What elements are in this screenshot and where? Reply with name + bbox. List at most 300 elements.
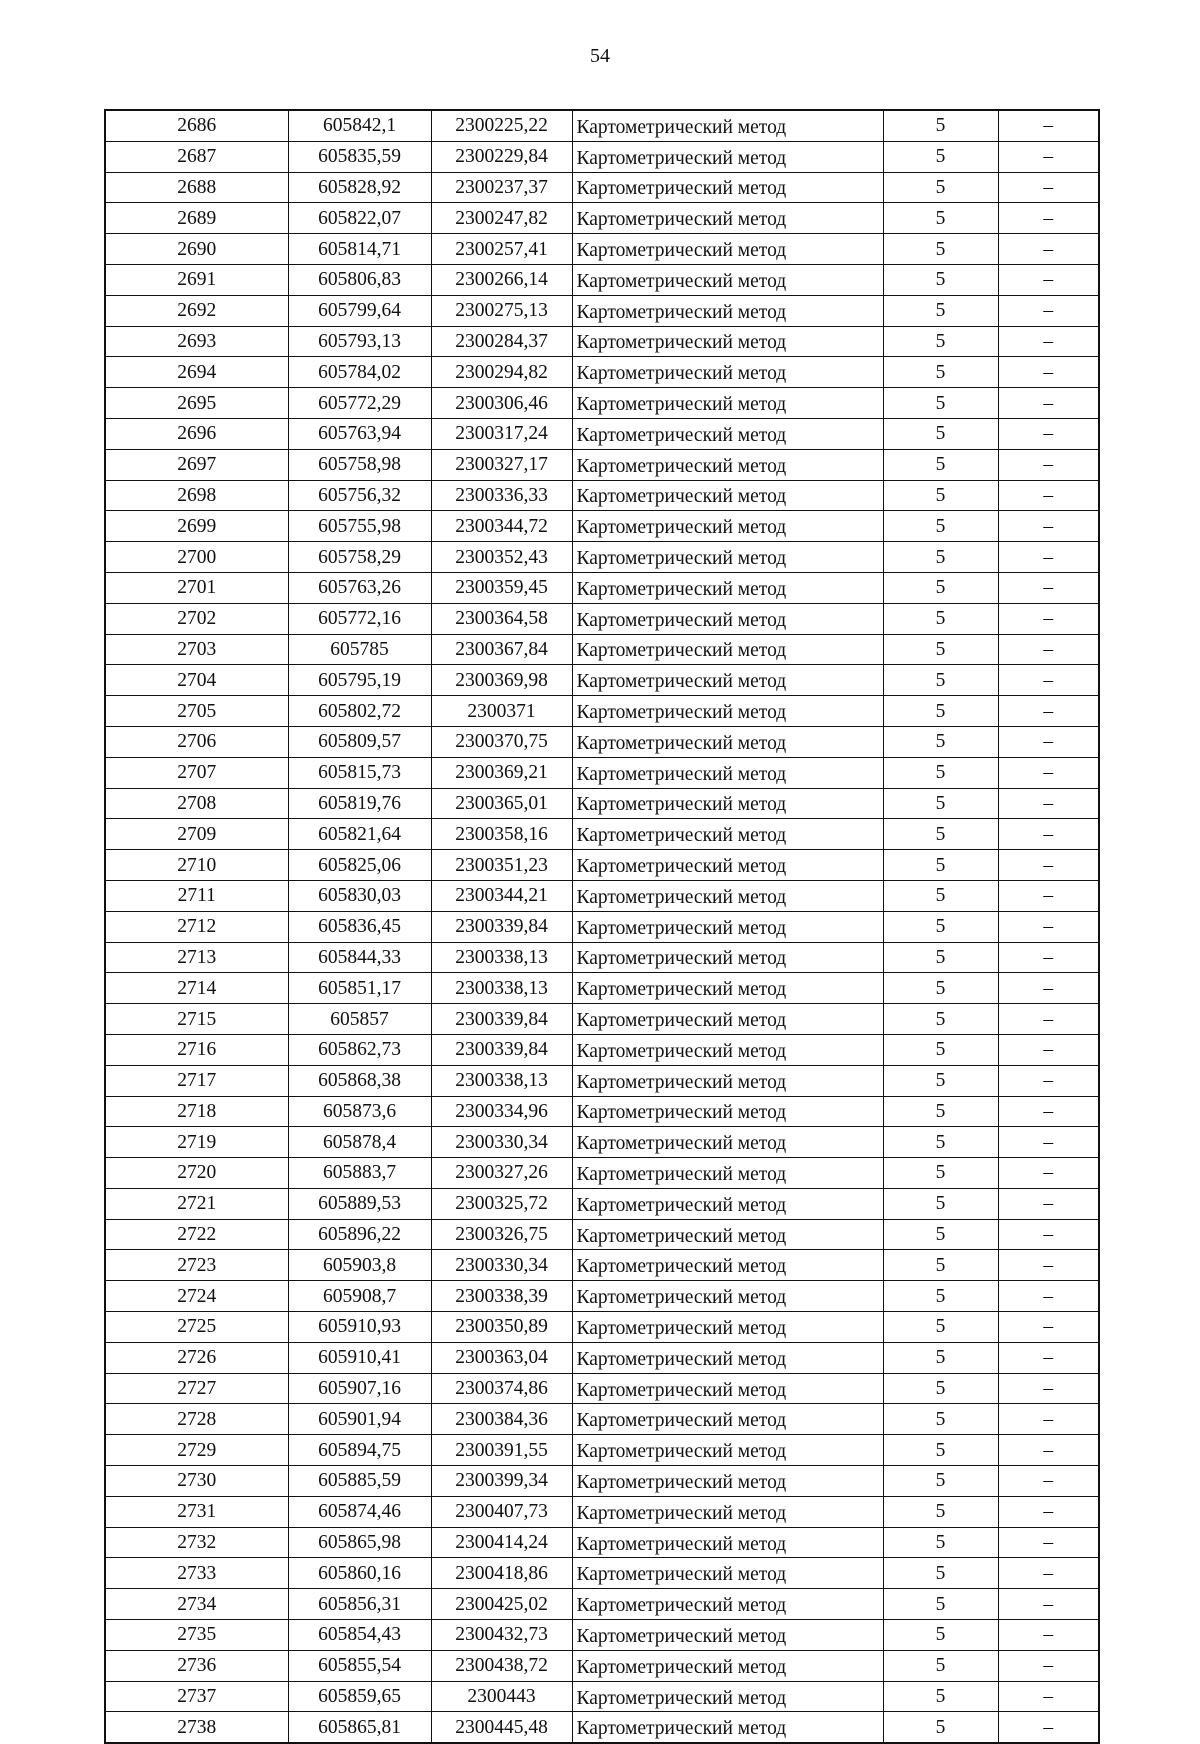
table-row (105, 264, 1099, 295)
y-coordinate-cell: 2300247,82 (431, 203, 572, 234)
y-coordinate-cell: 2300338,39 (431, 1281, 572, 1312)
method-cell: Картометрический метод (572, 1527, 883, 1558)
y-coordinate-cell: 2300399,34 (431, 1466, 572, 1497)
x-coordinate-cell: 605883,7 (288, 1158, 431, 1189)
x-coordinate-cell: 605799,64 (288, 295, 431, 326)
x-coordinate-cell: 605830,03 (288, 880, 431, 911)
accuracy-cell: 5 (883, 234, 998, 265)
x-coordinate-cell: 605903,8 (288, 1250, 431, 1281)
point-number-cell: 2695 (105, 388, 288, 419)
point-number-cell: 2698 (105, 480, 288, 511)
accuracy-cell: 5 (883, 1373, 998, 1404)
description-cell: – (998, 388, 1099, 419)
table-row (105, 1620, 1099, 1651)
point-number-cell: 2732 (105, 1527, 288, 1558)
description-cell: – (998, 1435, 1099, 1466)
point-number-cell: 2701 (105, 572, 288, 603)
accuracy-cell: 5 (883, 264, 998, 295)
y-coordinate-cell: 2300237,37 (431, 172, 572, 203)
table-row (105, 542, 1099, 573)
method-cell: Картометрический метод (572, 726, 883, 757)
method-cell: Картометрический метод (572, 911, 883, 942)
accuracy-cell: 5 (883, 819, 998, 850)
coordinates-table-body (105, 110, 1099, 1743)
point-number-cell: 2706 (105, 726, 288, 757)
method-cell: Картометрический метод (572, 1620, 883, 1651)
x-coordinate-cell: 605806,83 (288, 264, 431, 295)
y-coordinate-cell: 2300363,04 (431, 1342, 572, 1373)
accuracy-cell: 5 (883, 1712, 998, 1743)
table-row (105, 757, 1099, 788)
point-number-cell: 2736 (105, 1650, 288, 1681)
method-cell: Картометрический метод (572, 1404, 883, 1435)
description-cell: – (998, 141, 1099, 172)
x-coordinate-cell: 605763,26 (288, 572, 431, 603)
y-coordinate-cell: 2300365,01 (431, 788, 572, 819)
accuracy-cell: 5 (883, 572, 998, 603)
method-cell: Картометрический метод (572, 696, 883, 727)
x-coordinate-cell: 605868,38 (288, 1065, 431, 1096)
method-cell: Картометрический метод (572, 1004, 883, 1035)
y-coordinate-cell: 2300344,72 (431, 511, 572, 542)
point-number-cell: 2714 (105, 973, 288, 1004)
description-cell: – (998, 418, 1099, 449)
x-coordinate-cell: 605889,53 (288, 1188, 431, 1219)
table-row (105, 449, 1099, 480)
table-row (105, 1096, 1099, 1127)
method-cell: Картометрический метод (572, 1373, 883, 1404)
description-cell: – (998, 942, 1099, 973)
accuracy-cell: 5 (883, 542, 998, 573)
y-coordinate-cell: 2300407,73 (431, 1496, 572, 1527)
y-coordinate-cell: 2300369,21 (431, 757, 572, 788)
y-coordinate-cell: 2300317,24 (431, 418, 572, 449)
y-coordinate-cell: 2300369,98 (431, 665, 572, 696)
accuracy-cell: 5 (883, 1065, 998, 1096)
x-coordinate-cell: 605795,19 (288, 665, 431, 696)
point-number-cell: 2713 (105, 942, 288, 973)
method-cell: Картометрический метод (572, 1158, 883, 1189)
point-number-cell: 2723 (105, 1250, 288, 1281)
y-coordinate-cell: 2300325,72 (431, 1188, 572, 1219)
method-cell: Картометрический метод (572, 1435, 883, 1466)
x-coordinate-cell: 605842,1 (288, 110, 431, 141)
y-coordinate-cell: 2300370,75 (431, 726, 572, 757)
x-coordinate-cell: 605865,81 (288, 1712, 431, 1743)
table-row (105, 1650, 1099, 1681)
description-cell: – (998, 572, 1099, 603)
x-coordinate-cell: 605860,16 (288, 1558, 431, 1589)
accuracy-cell: 5 (883, 1435, 998, 1466)
method-cell: Картометрический метод (572, 1650, 883, 1681)
table-row (105, 1250, 1099, 1281)
table-row (105, 1404, 1099, 1435)
table-row (105, 1127, 1099, 1158)
table-row (105, 326, 1099, 357)
x-coordinate-cell: 605821,64 (288, 819, 431, 850)
x-coordinate-cell: 605865,98 (288, 1527, 431, 1558)
method-cell: Картометрический метод (572, 1281, 883, 1312)
y-coordinate-cell: 2300352,43 (431, 542, 572, 573)
point-number-cell: 2721 (105, 1188, 288, 1219)
point-number-cell: 2716 (105, 1034, 288, 1065)
accuracy-cell: 5 (883, 203, 998, 234)
accuracy-cell: 5 (883, 1342, 998, 1373)
x-coordinate-cell: 605784,02 (288, 357, 431, 388)
point-number-cell: 2737 (105, 1681, 288, 1712)
method-cell: Картометрический метод (572, 880, 883, 911)
point-number-cell: 2705 (105, 696, 288, 727)
method-cell: Картометрический метод (572, 572, 883, 603)
y-coordinate-cell: 2300367,84 (431, 634, 572, 665)
accuracy-cell: 5 (883, 1188, 998, 1219)
table-row (105, 1281, 1099, 1312)
point-number-cell: 2731 (105, 1496, 288, 1527)
accuracy-cell: 5 (883, 295, 998, 326)
table-row (105, 603, 1099, 634)
point-number-cell: 2728 (105, 1404, 288, 1435)
description-cell: – (998, 757, 1099, 788)
table-row (105, 1466, 1099, 1497)
table-row (105, 1681, 1099, 1712)
y-coordinate-cell: 2300438,72 (431, 1650, 572, 1681)
description-cell: – (998, 603, 1099, 634)
table-row (105, 973, 1099, 1004)
point-number-cell: 2692 (105, 295, 288, 326)
accuracy-cell: 5 (883, 850, 998, 881)
y-coordinate-cell: 2300326,75 (431, 1219, 572, 1250)
description-cell: – (998, 1127, 1099, 1158)
method-cell: Картометрический метод (572, 203, 883, 234)
table-row (105, 1558, 1099, 1589)
accuracy-cell: 5 (883, 1250, 998, 1281)
description-cell: – (998, 542, 1099, 573)
y-coordinate-cell: 2300338,13 (431, 973, 572, 1004)
point-number-cell: 2735 (105, 1620, 288, 1651)
accuracy-cell: 5 (883, 110, 998, 141)
table-row (105, 1219, 1099, 1250)
accuracy-cell: 5 (883, 172, 998, 203)
method-cell: Картометрический метод (572, 1681, 883, 1712)
point-number-cell: 2720 (105, 1158, 288, 1189)
description-cell: – (998, 1004, 1099, 1035)
x-coordinate-cell: 605862,73 (288, 1034, 431, 1065)
point-number-cell: 2703 (105, 634, 288, 665)
point-number-cell: 2689 (105, 203, 288, 234)
method-cell: Картометрический метод (572, 326, 883, 357)
y-coordinate-cell: 2300327,26 (431, 1158, 572, 1189)
method-cell: Картометрический метод (572, 973, 883, 1004)
accuracy-cell: 5 (883, 1527, 998, 1558)
y-coordinate-cell: 2300339,84 (431, 1004, 572, 1035)
x-coordinate-cell: 605785 (288, 634, 431, 665)
method-cell: Картометрический метод (572, 1188, 883, 1219)
description-cell: – (998, 696, 1099, 727)
x-coordinate-cell: 605851,17 (288, 973, 431, 1004)
y-coordinate-cell: 2300384,36 (431, 1404, 572, 1435)
table-row (105, 418, 1099, 449)
y-coordinate-cell: 2300391,55 (431, 1435, 572, 1466)
x-coordinate-cell: 605874,46 (288, 1496, 431, 1527)
table-row (105, 1589, 1099, 1620)
point-number-cell: 2719 (105, 1127, 288, 1158)
y-coordinate-cell: 2300275,13 (431, 295, 572, 326)
point-number-cell: 2734 (105, 1589, 288, 1620)
point-number-cell: 2708 (105, 788, 288, 819)
description-cell: – (998, 880, 1099, 911)
table-row (105, 819, 1099, 850)
y-coordinate-cell: 2300294,82 (431, 357, 572, 388)
table-row (105, 110, 1099, 141)
method-cell: Картометрический метод (572, 388, 883, 419)
point-number-cell: 2704 (105, 665, 288, 696)
x-coordinate-cell: 605910,41 (288, 1342, 431, 1373)
method-cell: Картометрический метод (572, 1219, 883, 1250)
accuracy-cell: 5 (883, 1404, 998, 1435)
y-coordinate-cell: 2300338,13 (431, 942, 572, 973)
method-cell: Картометрический метод (572, 1096, 883, 1127)
table-row (105, 911, 1099, 942)
description-cell: – (998, 634, 1099, 665)
accuracy-cell: 5 (883, 1650, 998, 1681)
accuracy-cell: 5 (883, 726, 998, 757)
table-row (105, 234, 1099, 265)
point-number-cell: 2712 (105, 911, 288, 942)
x-coordinate-cell: 605894,75 (288, 1435, 431, 1466)
point-number-cell: 2710 (105, 850, 288, 881)
point-number-cell: 2726 (105, 1342, 288, 1373)
accuracy-cell: 5 (883, 511, 998, 542)
point-number-cell: 2730 (105, 1466, 288, 1497)
y-coordinate-cell: 2300432,73 (431, 1620, 572, 1651)
x-coordinate-cell: 605756,32 (288, 480, 431, 511)
method-cell: Картометрический метод (572, 634, 883, 665)
y-coordinate-cell: 2300374,86 (431, 1373, 572, 1404)
accuracy-cell: 5 (883, 1096, 998, 1127)
method-cell: Картометрический метод (572, 665, 883, 696)
method-cell: Картометрический метод (572, 850, 883, 881)
point-number-cell: 2729 (105, 1435, 288, 1466)
description-cell: – (998, 1527, 1099, 1558)
x-coordinate-cell: 605855,54 (288, 1650, 431, 1681)
table-row (105, 172, 1099, 203)
method-cell: Картометрический метод (572, 1558, 883, 1589)
table-row (105, 480, 1099, 511)
point-number-cell: 2693 (105, 326, 288, 357)
y-coordinate-cell: 2300443 (431, 1681, 572, 1712)
method-cell: Картометрический метод (572, 819, 883, 850)
description-cell: – (998, 911, 1099, 942)
y-coordinate-cell: 2300229,84 (431, 141, 572, 172)
description-cell: – (998, 1034, 1099, 1065)
accuracy-cell: 5 (883, 388, 998, 419)
point-number-cell: 2709 (105, 819, 288, 850)
point-number-cell: 2725 (105, 1312, 288, 1343)
x-coordinate-cell: 605835,59 (288, 141, 431, 172)
method-cell: Картометрический метод (572, 418, 883, 449)
description-cell: – (998, 264, 1099, 295)
x-coordinate-cell: 605901,94 (288, 1404, 431, 1435)
table-row (105, 1527, 1099, 1558)
x-coordinate-cell: 605910,93 (288, 1312, 431, 1343)
method-cell: Картометрический метод (572, 1312, 883, 1343)
y-coordinate-cell: 2300257,41 (431, 234, 572, 265)
method-cell: Картометрический метод (572, 110, 883, 141)
accuracy-cell: 5 (883, 1281, 998, 1312)
accuracy-cell: 5 (883, 357, 998, 388)
table-row (105, 1342, 1099, 1373)
point-number-cell: 2690 (105, 234, 288, 265)
x-coordinate-cell: 605844,33 (288, 942, 431, 973)
method-cell: Картометрический метод (572, 942, 883, 973)
x-coordinate-cell: 605809,57 (288, 726, 431, 757)
description-cell: – (998, 234, 1099, 265)
accuracy-cell: 5 (883, 1496, 998, 1527)
description-cell: – (998, 449, 1099, 480)
x-coordinate-cell: 605859,65 (288, 1681, 431, 1712)
x-coordinate-cell: 605896,22 (288, 1219, 431, 1250)
accuracy-cell: 5 (883, 1466, 998, 1497)
table-row (105, 665, 1099, 696)
description-cell: – (998, 665, 1099, 696)
table-row (105, 726, 1099, 757)
description-cell: – (998, 357, 1099, 388)
point-number-cell: 2707 (105, 757, 288, 788)
y-coordinate-cell: 2300225,22 (431, 110, 572, 141)
x-coordinate-cell: 605825,06 (288, 850, 431, 881)
y-coordinate-cell: 2300351,23 (431, 850, 572, 881)
description-cell: – (998, 1188, 1099, 1219)
description-cell: – (998, 1404, 1099, 1435)
point-number-cell: 2727 (105, 1373, 288, 1404)
point-number-cell: 2717 (105, 1065, 288, 1096)
description-cell: – (998, 1250, 1099, 1281)
x-coordinate-cell: 605758,98 (288, 449, 431, 480)
table-row (105, 357, 1099, 388)
table-row (105, 696, 1099, 727)
accuracy-cell: 5 (883, 1312, 998, 1343)
accuracy-cell: 5 (883, 418, 998, 449)
method-cell: Картометрический метод (572, 234, 883, 265)
description-cell: – (998, 1281, 1099, 1312)
method-cell: Картометрический метод (572, 1589, 883, 1620)
accuracy-cell: 5 (883, 634, 998, 665)
method-cell: Картометрический метод (572, 1712, 883, 1743)
method-cell: Картометрический метод (572, 1250, 883, 1281)
table-row (105, 1158, 1099, 1189)
description-cell: – (998, 326, 1099, 357)
method-cell: Картометрический метод (572, 1466, 883, 1497)
accuracy-cell: 5 (883, 1681, 998, 1712)
accuracy-cell: 5 (883, 1620, 998, 1651)
accuracy-cell: 5 (883, 603, 998, 634)
accuracy-cell: 5 (883, 1158, 998, 1189)
table-row (105, 1188, 1099, 1219)
description-cell: – (998, 819, 1099, 850)
x-coordinate-cell: 605819,76 (288, 788, 431, 819)
method-cell: Картометрический метод (572, 1127, 883, 1158)
x-coordinate-cell: 605758,29 (288, 542, 431, 573)
y-coordinate-cell: 2300284,37 (431, 326, 572, 357)
x-coordinate-cell: 605822,07 (288, 203, 431, 234)
description-cell: – (998, 1466, 1099, 1497)
x-coordinate-cell: 605908,7 (288, 1281, 431, 1312)
point-number-cell: 2691 (105, 264, 288, 295)
description-cell: – (998, 295, 1099, 326)
method-cell: Картометрический метод (572, 1065, 883, 1096)
method-cell: Картометрический метод (572, 603, 883, 634)
y-coordinate-cell: 2300338,13 (431, 1065, 572, 1096)
table-row (105, 850, 1099, 881)
description-cell: – (998, 973, 1099, 1004)
description-cell: – (998, 1681, 1099, 1712)
y-coordinate-cell: 2300339,84 (431, 911, 572, 942)
method-cell: Картометрический метод (572, 357, 883, 388)
table-row (105, 1312, 1099, 1343)
point-number-cell: 2718 (105, 1096, 288, 1127)
accuracy-cell: 5 (883, 1219, 998, 1250)
x-coordinate-cell: 605856,31 (288, 1589, 431, 1620)
y-coordinate-cell: 2300330,34 (431, 1250, 572, 1281)
accuracy-cell: 5 (883, 911, 998, 942)
accuracy-cell: 5 (883, 326, 998, 357)
description-cell: – (998, 511, 1099, 542)
page-number: 54 (590, 45, 610, 67)
table-row (105, 1435, 1099, 1466)
description-cell: – (998, 1650, 1099, 1681)
description-cell: – (998, 1096, 1099, 1127)
point-number-cell: 2722 (105, 1219, 288, 1250)
description-cell: – (998, 203, 1099, 234)
y-coordinate-cell: 2300306,46 (431, 388, 572, 419)
description-cell: – (998, 1712, 1099, 1743)
y-coordinate-cell: 2300425,02 (431, 1589, 572, 1620)
table-row (105, 634, 1099, 665)
description-cell: – (998, 1065, 1099, 1096)
y-coordinate-cell: 2300358,16 (431, 819, 572, 850)
x-coordinate-cell: 605873,6 (288, 1096, 431, 1127)
table-row (105, 1496, 1099, 1527)
method-cell: Картометрический метод (572, 264, 883, 295)
point-number-cell: 2738 (105, 1712, 288, 1743)
y-coordinate-cell: 2300414,24 (431, 1527, 572, 1558)
table-row (105, 942, 1099, 973)
x-coordinate-cell: 605763,94 (288, 418, 431, 449)
method-cell: Картометрический метод (572, 542, 883, 573)
table-row (105, 1004, 1099, 1035)
description-cell: – (998, 1620, 1099, 1651)
y-coordinate-cell: 2300445,48 (431, 1712, 572, 1743)
method-cell: Картометрический метод (572, 511, 883, 542)
y-coordinate-cell: 2300371 (431, 696, 572, 727)
description-cell: – (998, 1312, 1099, 1343)
x-coordinate-cell: 605907,16 (288, 1373, 431, 1404)
description-cell: – (998, 172, 1099, 203)
description-cell: – (998, 850, 1099, 881)
accuracy-cell: 5 (883, 480, 998, 511)
y-coordinate-cell: 2300350,89 (431, 1312, 572, 1343)
table-row (105, 1065, 1099, 1096)
point-number-cell: 2733 (105, 1558, 288, 1589)
accuracy-cell: 5 (883, 696, 998, 727)
accuracy-cell: 5 (883, 1127, 998, 1158)
table-row (105, 511, 1099, 542)
accuracy-cell: 5 (883, 788, 998, 819)
description-cell: – (998, 480, 1099, 511)
method-cell: Картометрический метод (572, 788, 883, 819)
description-cell: – (998, 788, 1099, 819)
x-coordinate-cell: 605772,29 (288, 388, 431, 419)
